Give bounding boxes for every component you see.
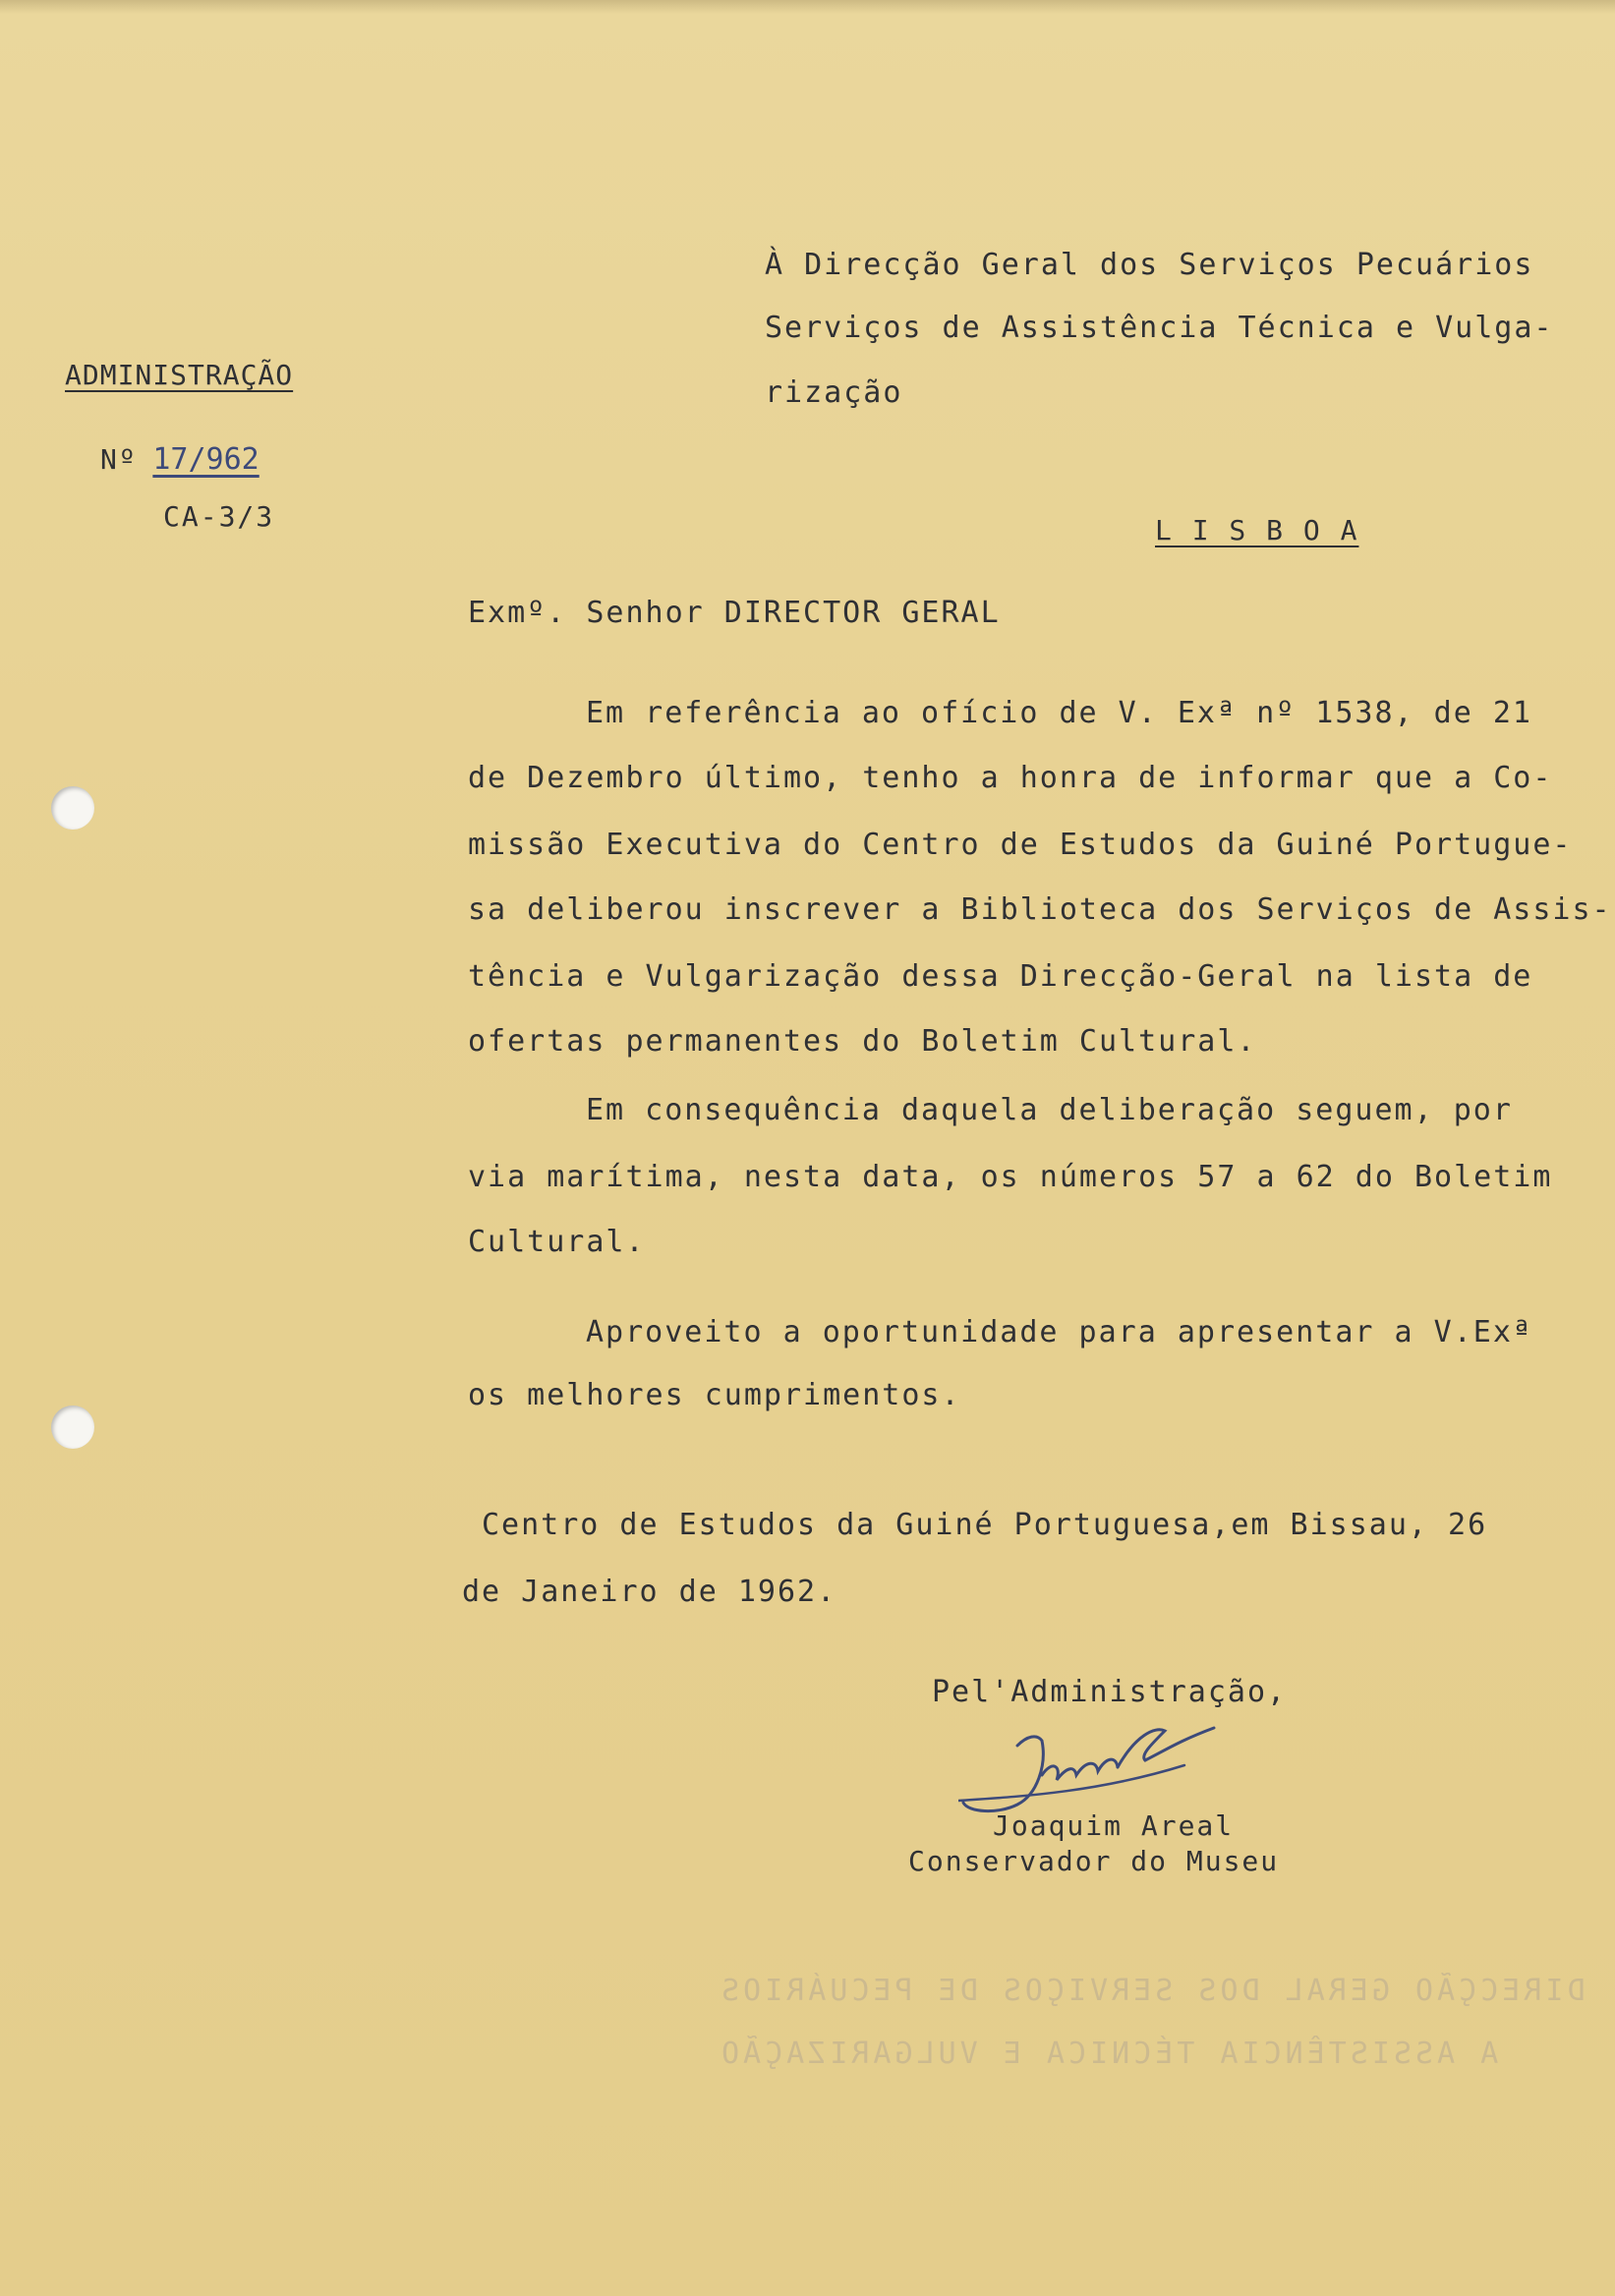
signatory-title: Conservador do Museu xyxy=(908,1845,1280,1877)
recipient-line-2: Serviços de Assistência Técnica e Vulga- xyxy=(765,311,1554,345)
salutation: Exmº. Senhor DIRECTOR GERAL xyxy=(468,596,1001,630)
recipient-line-3: rização xyxy=(765,375,903,410)
paragraph-3-line: os melhores cumprimentos. xyxy=(468,1378,961,1412)
department-heading: ADMINISTRAÇÃO xyxy=(65,359,294,391)
paragraph-1-line: de Dezembro último, tenho a honra de informar que a Co- xyxy=(468,761,1553,795)
paragraph-2-line: via marítima, nesta data, os números 57 a 62 do Boletim xyxy=(468,1160,1553,1194)
paragraph-1-line: tência e Vulgarização dessa Direcção-Geral na lista de xyxy=(468,959,1533,994)
reference-prefix: Nº xyxy=(100,443,138,476)
recipient-city: L I S B O A xyxy=(1155,514,1359,546)
bleed-through-line: A ASSISTÊNCIA TÉCNICA E VULGARIZAÇÃO xyxy=(718,2037,1499,2071)
paragraph-1-line: missão Executiva do Centro de Estudos da Guiné Portugue- xyxy=(468,828,1573,862)
paragraph-3-line: Aproveito a oportunidade para apresentar a V.Exª xyxy=(586,1315,1532,1349)
signature-closing: Pel'Administração, xyxy=(932,1675,1288,1709)
paragraph-2-line: Cultural. xyxy=(468,1225,646,1259)
punch-hole-bottom xyxy=(51,1406,94,1449)
reference-number xyxy=(100,440,260,480)
recipient-line-1: À Direcção Geral dos Serviços Pecuários xyxy=(765,248,1534,282)
paragraph-1-line: Em referência ao ofício de V. Exª nº 1538, de 21 xyxy=(586,696,1532,730)
paragraph-1-line: sa deliberou inscrever a Biblioteca dos Serviços de Assis- xyxy=(468,892,1612,927)
signatory-name: Joaquim Areal xyxy=(993,1809,1235,1842)
page-top-shadow xyxy=(0,0,1615,14)
reference-code: CA-3/3 xyxy=(163,500,275,533)
reference-value: 17/962 xyxy=(152,442,260,477)
bleed-through-line: DIRECÇÃO GERAL DOS SERVIÇOS DE PECUÁRIOS xyxy=(718,1974,1586,2008)
punch-hole-top xyxy=(51,786,94,830)
place-date-line: Centro de Estudos da Guiné Portuguesa,em Bissau, 26 xyxy=(482,1508,1488,1542)
paragraph-1-line: ofertas permanentes do Boletim Cultural. xyxy=(468,1024,1257,1059)
place-date-line: de Janeiro de 1962. xyxy=(462,1575,837,1609)
paragraph-2-line: Em consequência daquela deliberação seguem, por xyxy=(586,1093,1513,1127)
